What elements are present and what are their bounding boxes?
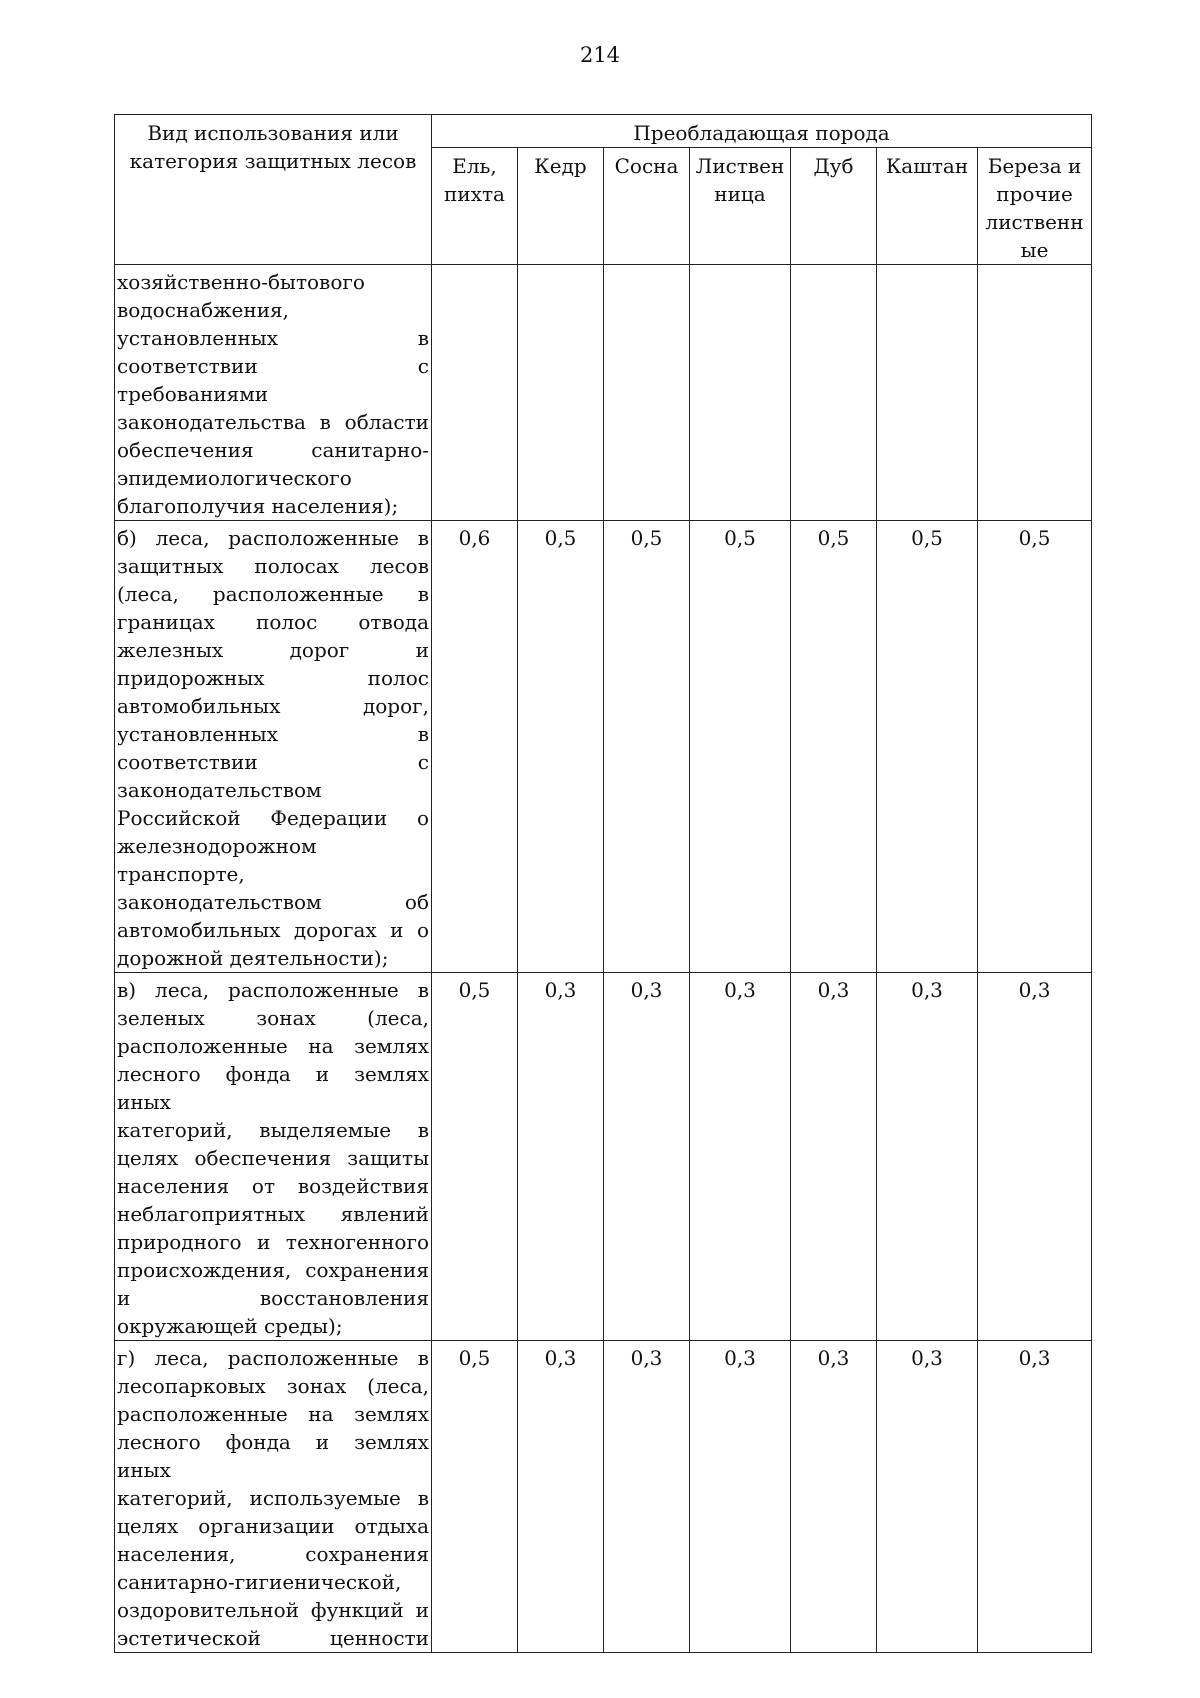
row-value-cell bbox=[791, 265, 877, 521]
row-category-cell bbox=[115, 265, 432, 521]
row-value-cell bbox=[604, 265, 690, 521]
row-text-line: происхождения, сохранения bbox=[117, 1258, 429, 1282]
row-text-line: транспорте, bbox=[117, 862, 245, 886]
row-text-line: целях организации отдыха bbox=[117, 1514, 429, 1538]
row-text-line: установленных в bbox=[117, 326, 429, 350]
table-row bbox=[115, 973, 1092, 1341]
species-group-header: Преобладающая порода bbox=[432, 115, 1092, 148]
row-text-line: обеспечения санитарно- bbox=[117, 438, 429, 462]
species-header: Сосна bbox=[604, 148, 690, 265]
row-text-line: населения, сохранения bbox=[117, 1542, 429, 1566]
row-value-cell: 0,3 bbox=[877, 973, 978, 1341]
table-row bbox=[115, 1341, 1092, 1653]
row-text-line: в) леса, расположенные в bbox=[117, 978, 429, 1002]
row-value-cell: 0,5 bbox=[690, 521, 791, 973]
row-category-cell bbox=[115, 1341, 432, 1653]
row-text-line: расположенные на землях bbox=[117, 1402, 429, 1426]
species-header: Дуб bbox=[791, 148, 877, 265]
row-text-line: (леса, расположенные в bbox=[117, 582, 429, 606]
row-text-line: эпидемиологического bbox=[117, 466, 352, 490]
row-value-cell: 0,5 bbox=[432, 973, 518, 1341]
row-text-line: зеленых зонах (леса, bbox=[117, 1006, 429, 1030]
row-text-line: хозяйственно-бытового bbox=[117, 270, 365, 294]
species-header: Кедр bbox=[518, 148, 604, 265]
row-text-line: лесного фонда и землях иных bbox=[117, 1430, 429, 1482]
row-value-cell: 0,3 bbox=[791, 973, 877, 1341]
row-value-cell: 0,3 bbox=[690, 973, 791, 1341]
species-header: Каштан bbox=[877, 148, 978, 265]
row-text-line: категорий, используемые в bbox=[117, 1486, 429, 1510]
row-text-line: Российской Федерации о bbox=[117, 806, 429, 830]
row-text-line: законодательства в области bbox=[117, 410, 429, 434]
row-value-cell bbox=[432, 265, 518, 521]
row-text-line: неблагоприятных явлений bbox=[117, 1202, 429, 1226]
row-text-line: соответствии с требованиями bbox=[117, 354, 429, 406]
row-value-cell: 0,3 bbox=[791, 1341, 877, 1653]
row-text-line: эстетической ценности bbox=[117, 1626, 429, 1650]
species-header: Листвен ница bbox=[690, 148, 791, 265]
row-text-line: природного и техногенного bbox=[117, 1230, 429, 1254]
row-text-line: законодательством об bbox=[117, 890, 429, 914]
row-text-line: целях обеспечения защиты bbox=[117, 1146, 429, 1170]
row-text-line: санитарно-гигиенической, bbox=[117, 1570, 402, 1594]
row-text-line: законодательством bbox=[117, 778, 322, 802]
row-text-line: категорий, выделяемые в bbox=[117, 1118, 429, 1142]
row-value-cell: 0,3 bbox=[690, 1341, 791, 1653]
row-value-cell: 0,3 bbox=[978, 1341, 1092, 1653]
row-value-cell bbox=[690, 265, 791, 521]
row-text-line: дорожной деятельности); bbox=[117, 946, 389, 970]
row-text-line: и восстановления bbox=[117, 1286, 429, 1310]
row-value-cell: 0,3 bbox=[877, 1341, 978, 1653]
row-text-line: окружающей среды); bbox=[117, 1314, 343, 1338]
row-text-line: придорожных полос bbox=[117, 666, 429, 690]
category-column-header: Вид использования или категория защитных лесов bbox=[115, 115, 432, 265]
row-value-cell: 0,6 bbox=[432, 521, 518, 973]
row-value-cell: 0,5 bbox=[978, 521, 1092, 973]
row-text-line: соответствии с bbox=[117, 750, 429, 774]
row-value-cell: 0,5 bbox=[432, 1341, 518, 1653]
row-value-cell: 0,3 bbox=[604, 973, 690, 1341]
row-text-line: населения от воздействия bbox=[117, 1174, 429, 1198]
row-value-cell bbox=[978, 265, 1092, 521]
row-value-cell: 0,5 bbox=[604, 521, 690, 973]
row-value-cell: 0,5 bbox=[518, 521, 604, 973]
row-text-line: железных дорог и bbox=[117, 638, 429, 662]
row-text-line: расположенные на землях bbox=[117, 1034, 429, 1058]
row-category-cell bbox=[115, 973, 432, 1341]
row-text-line: б) леса, расположенные в bbox=[117, 526, 429, 550]
species-header: Ель, пихта bbox=[432, 148, 518, 265]
row-text-line: водоснабжения, bbox=[117, 298, 290, 322]
row-text-line: автомобильных дорогах и о bbox=[117, 918, 429, 942]
row-text-line: установленных в bbox=[117, 722, 429, 746]
row-text-line: автомобильных дорог, bbox=[117, 694, 429, 718]
data-table bbox=[114, 114, 1092, 1653]
table-row bbox=[115, 521, 1092, 973]
row-text-line: железнодорожном bbox=[117, 834, 317, 858]
species-header: Береза и прочие лиственн ые bbox=[978, 148, 1092, 265]
row-text-line: лесопарковых зонах (леса, bbox=[117, 1374, 429, 1398]
row-text-line: границах полос отвода bbox=[117, 610, 429, 634]
row-value-cell: 0,5 bbox=[791, 521, 877, 973]
row-text-line: защитных полосах лесов bbox=[117, 554, 429, 578]
row-text-line: лесного фонда и землях иных bbox=[117, 1062, 429, 1114]
row-text-line: г) леса, расположенные в bbox=[117, 1346, 429, 1370]
header-row bbox=[115, 115, 1092, 148]
row-value-cell: 0,5 bbox=[877, 521, 978, 973]
row-text-line: благополучия населения); bbox=[117, 494, 399, 518]
row-value-cell: 0,3 bbox=[604, 1341, 690, 1653]
row-value-cell bbox=[518, 265, 604, 521]
row-value-cell: 0,3 bbox=[518, 1341, 604, 1653]
page-number: 214 bbox=[579, 43, 621, 67]
row-value-cell: 0,3 bbox=[978, 973, 1092, 1341]
row-category-cell bbox=[115, 521, 432, 973]
row-text-line: оздоровительной функций и bbox=[117, 1598, 429, 1622]
table-row bbox=[115, 265, 1092, 521]
row-value-cell: 0,3 bbox=[518, 973, 604, 1341]
row-value-cell bbox=[877, 265, 978, 521]
